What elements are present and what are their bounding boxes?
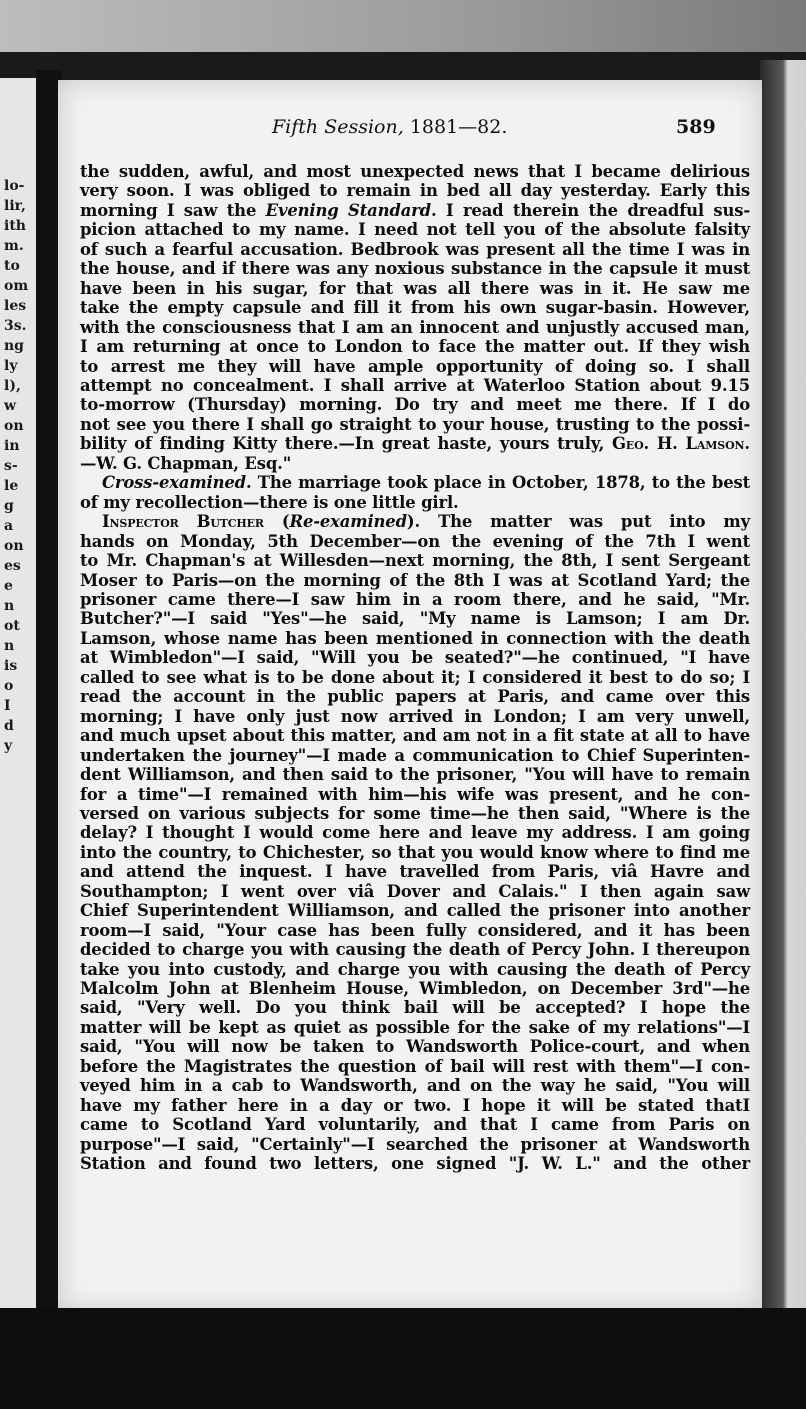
- previous-page-fragment: les: [4, 298, 27, 314]
- top-scan-edge: [0, 52, 806, 82]
- previous-page-fragment: lo-: [4, 178, 25, 194]
- text-line: bility of finding Kitty there.—In great haste, yours truly, Geo. H. Lamson.: [80, 434, 750, 454]
- previous-page-fragment: n: [4, 638, 15, 654]
- text-line: Lamson, whose name has been mentioned in connection with the death: [80, 628, 750, 648]
- page-number: 589: [676, 116, 716, 138]
- text-line: attempt no concealment. I shall arrive at Waterloo Station about 9.15: [80, 375, 750, 395]
- text-line: dent Williamson, and then said to the prisoner, "You will have to remain: [80, 765, 750, 785]
- text-line: prisoner came there—I saw him in a room there, and he said, "Mr.: [80, 589, 750, 609]
- cross-examined-label: Cross-examined.: [102, 473, 252, 493]
- text-line: versed on various subjects for some time—he then said, "Where is the: [80, 803, 750, 823]
- previous-page-fragment: ot: [4, 618, 20, 634]
- text-line: at Wimbledon"—I said, "Will you be seated?"—he continued, "I have: [80, 648, 750, 668]
- text-line: to-morrow (Thursday) morning. Do try and meet me there. If I do: [80, 395, 750, 415]
- text-line: came to Scotland Yard voluntarily, and that I came from Paris on: [80, 1115, 750, 1135]
- speaker-name: Inspector Butcher: [102, 512, 264, 532]
- running-head: [272, 116, 507, 138]
- text-line: matter will be kept as quiet as possible for the sake of my relations"—I: [80, 1017, 750, 1037]
- previous-page-fragment: I: [4, 698, 11, 714]
- text-line: veyed him in a cab to Wandsworth, and on the way he said, "You will: [80, 1076, 750, 1096]
- text-line: purpose"—I said, "Certainly"—I searched the prisoner at Wandsworth: [80, 1134, 750, 1154]
- previous-page-fragment: s-: [4, 458, 18, 474]
- text-line: the sudden, awful, and most unexpected news that I became delirious: [80, 162, 750, 181]
- previous-page-fragment: g: [4, 498, 14, 514]
- previous-page-fragment: on: [4, 418, 24, 434]
- text-line: into the country, to Chichester, so that you would know where to find me: [80, 842, 750, 862]
- previous-page-fragment: lir,: [4, 198, 26, 214]
- text-line: take the empty capsule and fill it from his own sugar-basin. However,: [80, 298, 750, 318]
- previous-page-fragment: is: [4, 658, 18, 674]
- text-line: I am returning at once to London to face the matter out. If they wish: [80, 337, 750, 357]
- re-examination-text: [80, 532, 750, 1174]
- text-line: very soon. I was obliged to remain in bed all day yesterday. Early this: [80, 181, 750, 201]
- text-line: for a time"—I remained with him—his wife was present, and he con-: [80, 784, 750, 804]
- text-line: of such a fearful accusation. Bedbrook was present all the time I was in: [80, 239, 750, 259]
- text-line: have been in his sugar, for that was all there was in it. He saw me: [80, 278, 750, 298]
- signature: Geo. H. Lamson.: [612, 434, 750, 454]
- previous-page-fragment: le: [4, 478, 19, 494]
- previous-page-fragment: y: [4, 738, 13, 754]
- text-line: morning I saw the Evening Standard. I read therein the dreadful sus-: [80, 200, 750, 220]
- body-text: [80, 162, 750, 1174]
- page-header: [58, 116, 762, 146]
- newspaper-title: Evening Standard: [265, 200, 431, 220]
- text-line: undertaken the journey"—I made a communication to Chief Superinten-: [80, 745, 750, 765]
- text-line: Malcolm John at Blenheim House, Wimbledon, on December 3rd"—he: [80, 979, 750, 999]
- text-line: with the consciousness that I am an innocent and unjustly accused man,: [80, 317, 750, 337]
- previous-page-fragment: to: [4, 258, 20, 274]
- previous-page-sliver: [0, 78, 40, 1308]
- text-line: Chief Superintendent Williamson, and called the prisoner into another: [80, 901, 750, 921]
- text-line: of my recollection—there is one little girl.: [80, 492, 459, 512]
- previous-page-fragment: ng: [4, 338, 24, 354]
- text-line: the house, and if there was any noxious substance in the capsule it must: [80, 259, 750, 279]
- text-line: and much upset about this matter, and am not in a fit state at all to have: [80, 726, 750, 746]
- previous-page-fragment: e: [4, 578, 13, 594]
- previous-page-fragment: m.: [4, 238, 24, 254]
- previous-page-fragment: on: [4, 538, 24, 554]
- previous-page-fragment: n: [4, 598, 15, 614]
- text-line: said, "You will now be taken to Wandsworth Police-court, and when: [80, 1037, 750, 1057]
- previous-page-fragment: o: [4, 678, 14, 694]
- previous-page-fragment: 3s.: [4, 318, 27, 334]
- text-line: read the account in the public papers at Paris, and came over this: [80, 687, 750, 707]
- previous-page-fragment: d: [4, 718, 14, 734]
- text-line: delay? I thought I would come here and leave my address. I am going: [80, 823, 750, 843]
- text-line: Cross-examined. The marriage took place in October, 1878, to the best: [102, 473, 750, 493]
- previous-page-fragment: ith: [4, 218, 26, 234]
- text-line: morning; I have only just now arrived in London; I am very unwell,: [80, 706, 750, 726]
- previous-page-fragment: es: [4, 558, 21, 574]
- text-line: before the Magistrates the question of bail will rest with them"—I con-: [80, 1056, 750, 1076]
- text-line: —W. G. Chapman, Esq.": [80, 453, 292, 473]
- previous-page-fragment: a: [4, 518, 14, 534]
- session-title: Fifth Session,: [272, 116, 404, 138]
- text-line: Southampton; I went over viâ Dover and Calais." I then again saw: [80, 881, 750, 901]
- book-page: [58, 80, 762, 1312]
- text-line: not see you there I shall go straight to your house, trusting to the possi-: [80, 414, 750, 434]
- text-line: picion attached to my name. I need not tell you of the absolute falsity: [80, 220, 750, 240]
- text-line: to Mr. Chapman's at Willesden—next morning, the 8th, I sent Sergeant: [80, 551, 750, 571]
- right-page-edge: [760, 60, 806, 1320]
- text-line: Moser to Paris—on the morning of the 8th I was at Scotland Yard; the: [80, 570, 750, 590]
- text-line: have my father here in a day or two. I hope it will be stated thatI: [80, 1095, 750, 1115]
- text-line: Inspector Butcher (Re-examined). The matter was put into my: [102, 512, 751, 532]
- text-line: said, "Very well. Do you think bail will be accepted? I hope the: [80, 998, 750, 1018]
- text-line: room—I said, "Your case has been fully considered, and it has been: [80, 920, 750, 940]
- previous-page-fragment: in: [4, 438, 20, 454]
- text-line: take you into custody, and charge you with causing the death of Percy: [80, 959, 750, 979]
- bottom-scan-edge: [0, 1308, 806, 1409]
- previous-page-fragment: w: [4, 398, 17, 414]
- text-line: Butcher?"—I said "Yes"—he said, "My name is Lamson; I am Dr.: [80, 609, 750, 629]
- text-line: hands on Monday, 5th December—on the evening of the 7th I went: [80, 531, 750, 551]
- previous-page-fragment: ly: [4, 358, 18, 374]
- text-line: to arrest me they will have ample opportunity of doing so. I shall: [80, 356, 750, 376]
- text-line: decided to charge you with causing the death of Percy John. I thereupon: [80, 940, 750, 960]
- re-examined-label: Re-examined: [289, 512, 407, 532]
- session-years: 1881—82.: [409, 116, 508, 138]
- text-line: called to see what is to be done about it; I considered it best to do so; I: [80, 667, 750, 687]
- previous-page-fragment: l),: [4, 378, 21, 394]
- text-line: Station and found two letters, one signed "J. W. L." and the other: [80, 1154, 750, 1174]
- text-line: and attend the inquest. I have travelled from Paris, viâ Havre and: [80, 862, 750, 882]
- previous-page-fragment: om: [4, 278, 29, 294]
